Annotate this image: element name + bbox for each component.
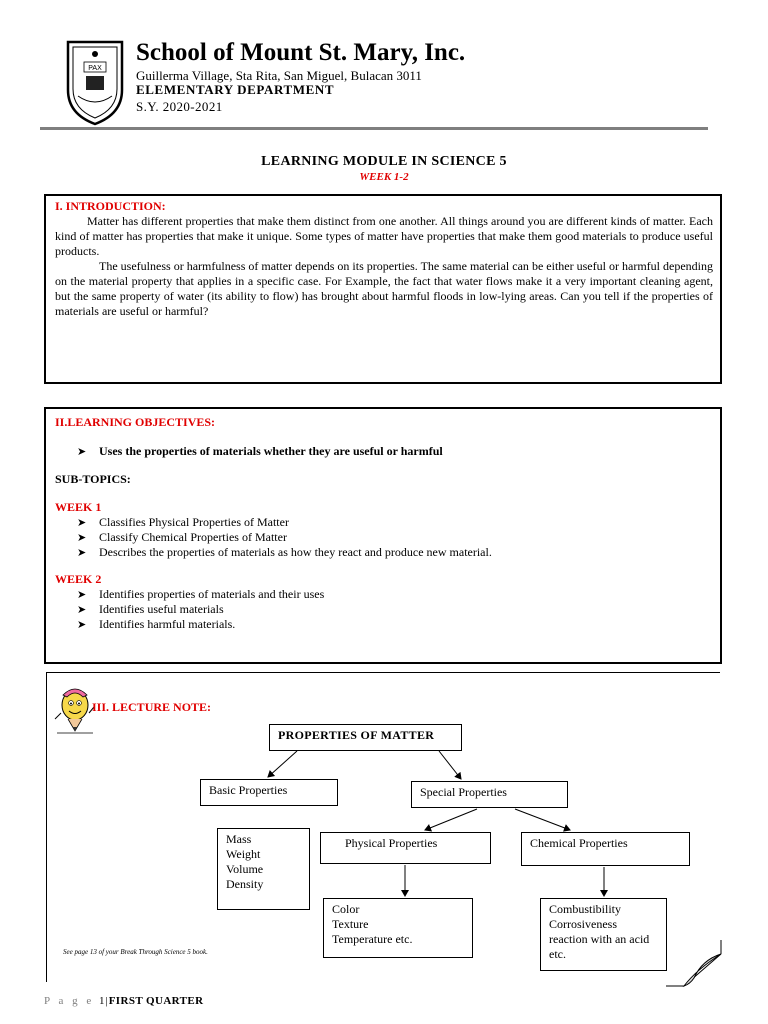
physical-properties-node: Physical Properties [320,832,491,864]
footnote-reference: See page 13 of your Break Through Science 5 book. [63,948,208,956]
list-item [77,545,492,560]
chemical-examples-node [540,898,667,971]
diagram-root-node: PROPERTIES OF MATTER [269,724,462,751]
main-objective [77,444,443,459]
arrow-bullet-icon: ➤ [77,445,87,458]
lecture-note-heading: III. LECTURE NOTE: [92,700,212,714]
basic-example: Mass [226,832,252,846]
arrow-to-special [439,751,461,779]
arrow-to-physical [425,809,477,830]
week2-label: WEEK 2 [55,572,102,586]
basic-example: Density [226,877,264,891]
introduction-paragraph: Matter has different properties that make them distinct from one another. All things around you are different kinds of matter. Each kind of matter has properties that make it unique. Some types of matter have properties that make them good materials to produce useful products. [55,214,713,258]
school-address: Guillerma Village, Sta Rita, San Miguel, Bulacan 3011 [136,68,422,83]
list-item [77,530,287,545]
chemical-example: reaction with an acid etc. [549,932,650,961]
arrow-to-basic [268,751,297,777]
list-item [77,602,224,617]
week1-label: WEEK 1 [55,500,102,514]
page-number: 1 [98,995,105,1007]
physical-example: Temperature etc. [332,932,413,946]
page-curl-decoration [666,940,722,988]
arrow-bullet-icon: ➤ [77,603,87,616]
arrow-bullet-icon: ➤ [77,531,87,544]
physical-example: Color [332,902,360,916]
introduction-heading: I. INTRODUCTION: [55,199,166,213]
list-item [77,587,324,602]
basic-example: Volume [226,862,264,876]
basic-examples-node [217,828,310,910]
header-divider [40,127,708,130]
school-name: School of Mount St. Mary, Inc. [136,39,466,66]
chemical-example: Combustibility [549,902,622,916]
module-title: LEARNING MODULE IN SCIENCE 5 [261,154,507,169]
physical-example: Texture [332,917,369,931]
arrow-bullet-icon: ➤ [77,618,87,631]
list-item-text: Classifies Physical Properties of Matter [99,515,289,529]
basic-properties-node: Basic Properties [200,779,338,806]
learning-objectives-section [44,407,722,664]
arrow-bullet-icon: ➤ [77,588,87,601]
page-footer: P a g e 1|FIRST QUARTER [44,995,204,1007]
page-label: P a g e [44,995,95,1007]
introduction-section [44,194,722,384]
main-objective-text: Uses the properties of materials whether they are useful or harmful [99,444,443,458]
school-seal-logo [62,38,128,128]
list-item-text: Identifies useful materials [99,602,224,616]
list-item [77,515,289,530]
chemical-properties-node: Chemical Properties [521,832,690,866]
list-item-text: Identifies properties of materials and their uses [99,587,325,601]
basic-example: Weight [226,847,261,861]
introduction-paragraph: The usefulness or harmfulness of matter depends on its properties. The same material can be either useful or harmful depending on the material property that applies in a specific case. For Example, the fact that water flows make it a very important cleaning agent, but the same property of water (its ability to flow) has brought about harmful floods in low-lying areas. Can you tell if the properties of materials are useful or harmful? [55,259,713,318]
subtopics-label: SUB-TOPICS: [55,472,131,486]
physical-examples-node [323,898,473,958]
chemical-example: Corrosiveness [549,917,617,931]
objectives-heading: II.LEARNING OBJECTIVES: [55,415,216,429]
school-year: S.Y. 2020-2021 [136,99,223,114]
list-item-text: Identifies harmful materials. [99,617,236,631]
department-label: ELEMENTARY DEPARTMENT [136,82,335,97]
quarter-label: FIRST QUARTER [108,995,204,1007]
list-item-text: Classify Chemical Properties of Matter [99,530,287,544]
module-week: WEEK 1-2 [359,171,409,183]
introduction-text [55,214,713,319]
arrow-to-chemical [515,809,570,830]
list-item-text: Describes the properties of materials as how they react and produce new material. [99,545,492,559]
seal-pax-text: PAX [88,65,102,72]
list-item [77,617,235,632]
special-properties-node: Special Properties [411,781,568,808]
arrow-bullet-icon: ➤ [77,546,87,559]
lecture-note-section [46,672,720,982]
arrow-bullet-icon: ➤ [77,516,87,529]
